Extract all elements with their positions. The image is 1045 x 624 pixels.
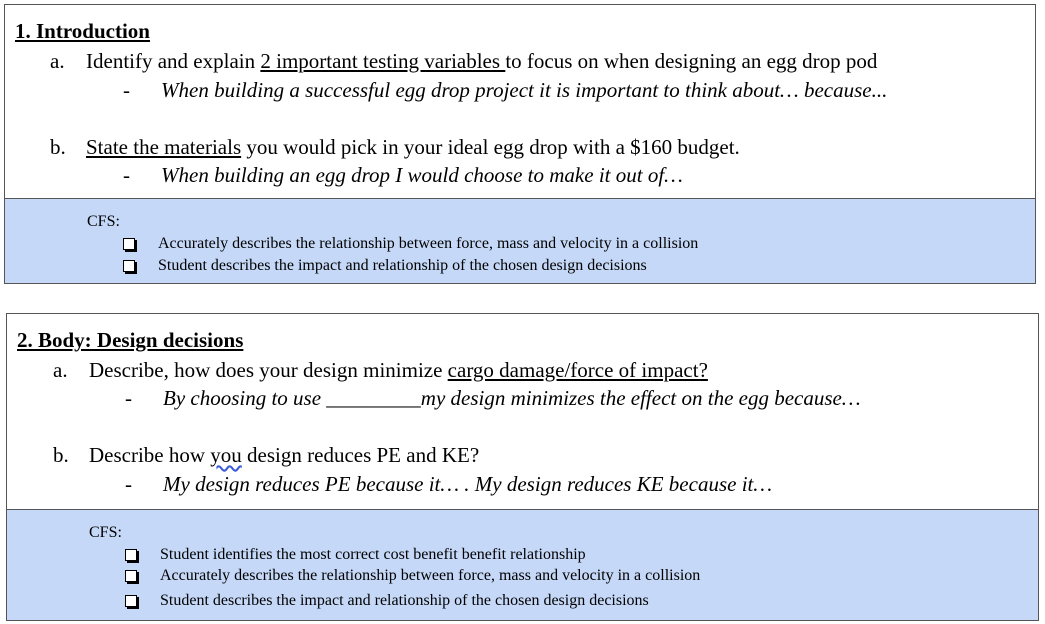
cfs-label: CFS: — [87, 213, 120, 230]
section-body-design-decisions — [6, 313, 1039, 621]
checkbox-icon — [123, 260, 135, 272]
question-label: a. — [53, 358, 68, 382]
section-title: 1. Introduction — [15, 19, 150, 43]
underlined-phrase: cargo damage/force of impact? — [447, 358, 708, 382]
underlined-phrase: State the materials — [86, 135, 242, 159]
criterion-text: Student describes the impact and relationship of the chosen design decisions — [158, 257, 647, 274]
spellcheck-flagged-word[interactable]: you — [210, 443, 242, 467]
question-text-pre: Identify and explain — [86, 49, 261, 73]
question-text — [89, 443, 479, 468]
criterion-text: Student describes the impact and relationship of the chosen design decisions — [160, 592, 649, 609]
checkbox-icon — [125, 549, 137, 561]
dash-bullet: - — [125, 472, 132, 496]
checkbox-icon — [123, 238, 135, 250]
question-label: b. — [50, 135, 66, 159]
cfs-panel — [7, 509, 1038, 620]
question-text — [86, 135, 740, 160]
criterion-text: Accurately describes the relationship between force, mass and velocity in a collision — [160, 567, 701, 584]
answer-text: When building an egg drop I would choose to make it out of… — [161, 163, 683, 187]
criterion-text: Student identifies the most correct cost benefit benefit relationship — [160, 546, 586, 563]
cfs-panel — [5, 198, 1035, 283]
question-label: b. — [53, 443, 69, 467]
question-text — [86, 49, 877, 74]
answer-text: When building a successful egg drop project it is important to think about… because... — [161, 78, 888, 102]
question-text — [89, 358, 708, 383]
answer-text: By choosing to use _________my design minimizes the effect on the egg because… — [163, 386, 861, 410]
criterion-text: Accurately describes the relationship between force, mass and velocity in a collision — [158, 235, 699, 252]
question-text-post: you would pick in your ideal egg drop with a $160 budget. — [241, 135, 740, 159]
cfs-label: CFS: — [89, 524, 122, 541]
dash-bullet: - — [125, 386, 132, 410]
section-title: 2. Body: Design decisions — [17, 328, 244, 352]
question-text-pre: Describe how — [89, 443, 211, 467]
question-text-pre: Describe, how does your design minimize — [89, 358, 448, 382]
checkbox-icon — [125, 595, 137, 607]
question-text-post: to focus on when designing an egg drop pod — [505, 49, 878, 73]
question-label: a. — [50, 49, 65, 73]
dash-bullet: - — [123, 163, 130, 187]
dash-bullet: - — [123, 78, 130, 102]
checkbox-icon — [125, 570, 137, 582]
underlined-phrase: 2 important testing variables — [260, 49, 506, 73]
answer-text: My design reduces PE because it… . My design reduces KE because it… — [163, 472, 773, 496]
section-introduction — [4, 4, 1036, 284]
question-text-post: design reduces PE and KE? — [241, 443, 480, 467]
